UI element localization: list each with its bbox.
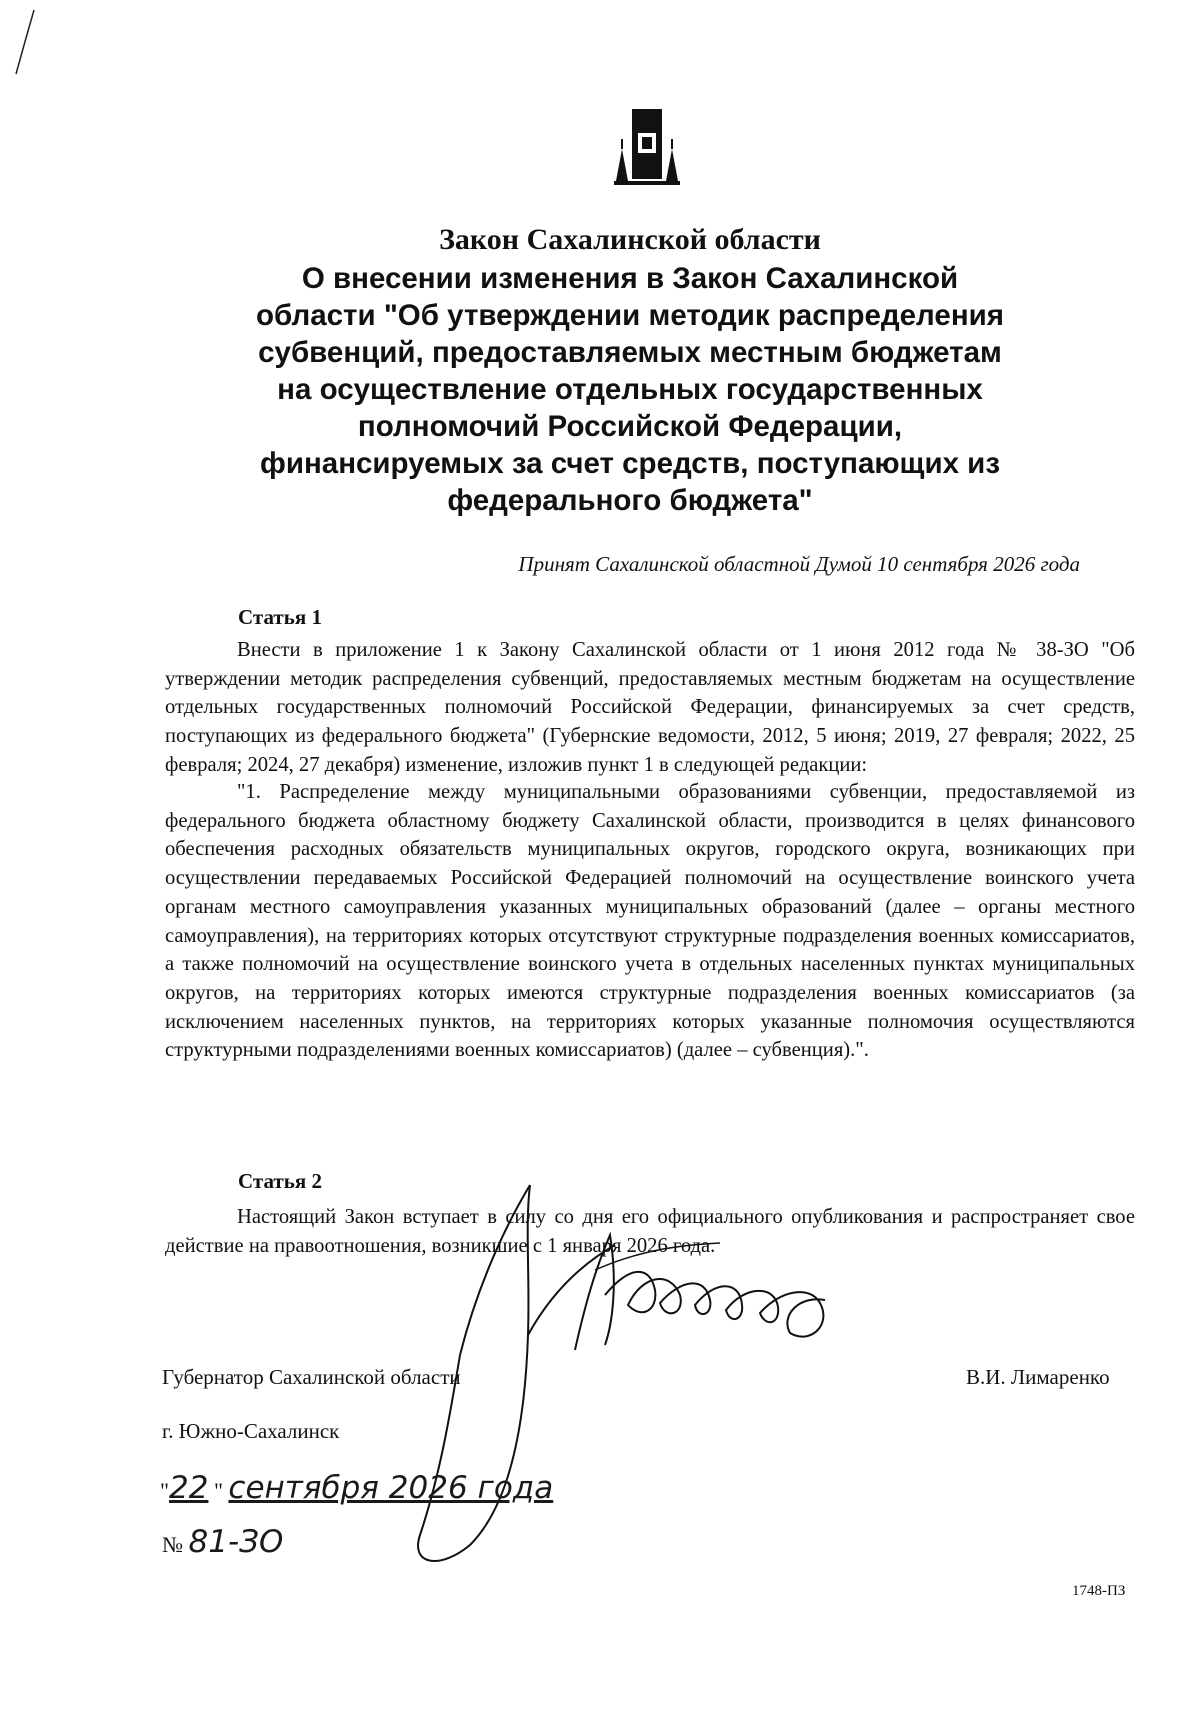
article-2-paragraph: Настоящий Закон вступает в силу со дня его официального опубликования и распространяет свое действие на правоотношения, возникшие с 1 января 2026 года. — [165, 1206, 1135, 1257]
governor-name: В.И. Лимаренко — [966, 1365, 1110, 1389]
article-2-title: Статья 2 — [238, 1169, 322, 1193]
governor-position: Губернатор Сахалинской области — [162, 1365, 461, 1389]
date-quote: " — [213, 1478, 223, 1503]
subject-line: финансируемых за счет средств, поступающих из — [260, 447, 1000, 480]
coat-of-arms-icon — [610, 105, 684, 187]
reference-code: 1748-ПЗ — [1072, 1583, 1126, 1599]
subject-line: субвенций, предоставляемых местным бюджетам — [258, 336, 1002, 369]
article-1-paragraph-1: Внести в приложение 1 к Закону Сахалинской области от 1 июня 2012 года № 38-ЗО "Об утверждении методик распределения субвенций, предоставляемых местным бюджетам на осуществление отдельных государственных полномочий Российской Федерации, финансируемых за счет средств, поступающих из федерального бюджета" (Губернские ведомости, 2012, 5 июня; 2019, 27 февраля; 2022, 25 февраля; 2024, 27 декабря) изменение, изложив пункт 1 в следующей редакции: — [165, 639, 1135, 776]
subject-line: О внесении изменения в Закон Сахалинской — [301, 262, 959, 295]
date-month-year: сентября 2026 года — [228, 1470, 554, 1506]
subject-line: федерального бюджета" — [447, 484, 813, 517]
subject-line: на осуществление отдельных государственных — [277, 373, 983, 406]
adoption-note: Принят Сахалинской областной Думой 10 сентября 2026 года — [518, 552, 1080, 576]
city: г. Южно-Сахалинск — [162, 1419, 340, 1443]
date-day: 22 — [168, 1470, 209, 1506]
subject-line: области "Об утверждении методик распределения — [255, 299, 1004, 332]
number-prefix: № — [162, 1532, 183, 1557]
subject-line: полномочий Российской Федерации, — [357, 410, 903, 443]
law-number — [162, 1524, 283, 1560]
date-quote: " — [160, 1478, 169, 1503]
article-1-paragraph-2: "1. Распределение между муниципальными образованиями субвенции, предоставляемой из федерального бюджета областному бюджету Сахалинской области, производится в целях финансового обеспечения расходных обязательств муниципальных округов, городского округа, возникающих при осуществлении передаваемых Российской Федерацией полномочий на осуществление воинского учета органам местного самоуправления указанных муниципальных образований (далее – органы местного самоуправления), на территориях которых отсутствуют структурные подразделения военных комиссариатов, а также полномочий на осуществление воинского учета в отдельных населенных пунктах муниципальных округов, на территориях которых имеются структурные подразделения военных комиссариатов (за исключением населенных пунктов, на территориях которых указанные полномочия осуществляются структурными подразделениями военных комиссариатов) (далее – субвенция).". — [165, 781, 1135, 1062]
law-subject — [200, 260, 1060, 519]
number-value: 81-ЗО — [188, 1524, 284, 1560]
handwritten-signature — [380, 1175, 960, 1575]
law-title: Закон Сахалинской области — [439, 223, 821, 256]
signing-date — [160, 1470, 553, 1506]
article-1-title: Статья 1 — [238, 605, 322, 629]
margin-pen-mark — [10, 8, 40, 78]
